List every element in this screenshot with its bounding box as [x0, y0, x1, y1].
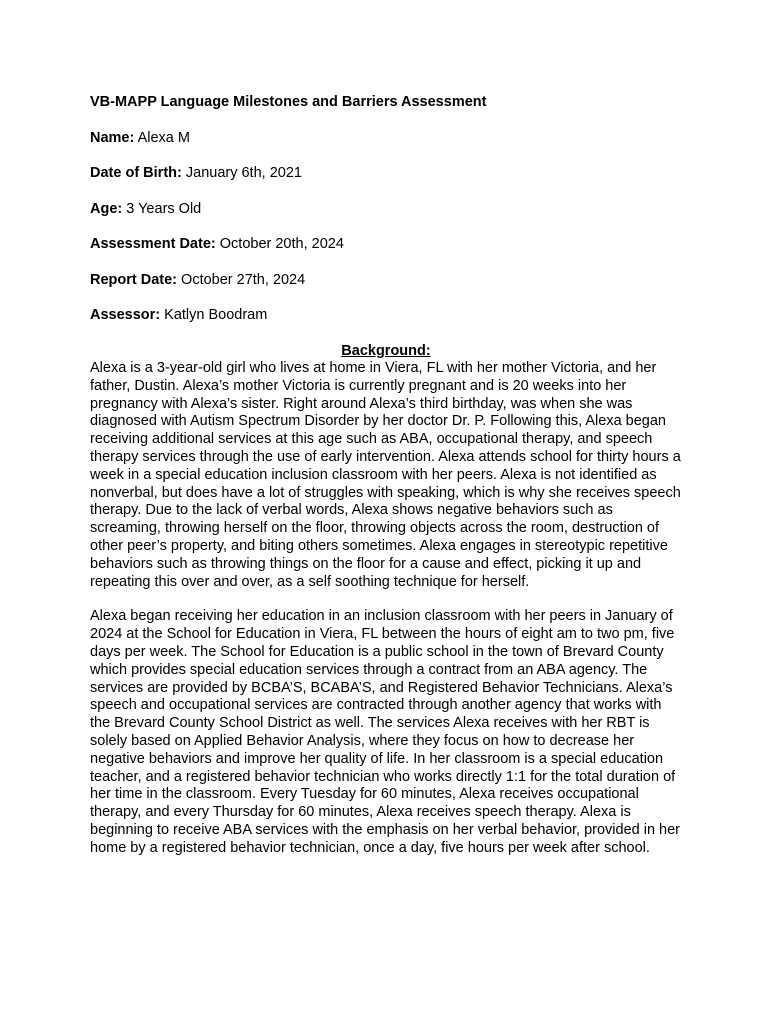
background-paragraph-1: Alexa is a 3-year-old girl who lives at home in Viera, FL with her mother Victoria, and her father, Dustin. Alexa’s mother Victoria is currently pregnant and is 20 weeks into her pregnancy with Alexa’s sister. Right around Alexa’s third birthday, was when she was diagnosed with Autism Spectrum Disorder by her doctor Dr. P. Following this, Alexa began receiving additional services at this age such as ABA, occupational therapy, and speech therapy services through the use of early intervention. Alexa attends school for thirty hours a week in a special education inclusion classroom with her peers. Alexa is not identified as nonverbal, but does have a lot of struggles with speaking, which is why she receives speech therapy. Due to the lack of verbal words, Alexa shows negative behaviors such as screaming, throwing herself on the floor, throwing objects across the room, destruction of other peer’s property, and biting others sometimes. Alexa engages in stereotypic repetitive behaviors such as throwing things on the floor for a cause and effect, picking it up and repeating this over and over, as a self soothing technique for herself. — [90, 360, 681, 590]
field-date-of-birth — [90, 164, 682, 183]
field-value: Katlyn Boodram — [164, 307, 268, 323]
background-heading: Background: — [341, 343, 431, 359]
field-label: Assessor: — [90, 307, 161, 323]
field-value: 3 Years Old — [126, 200, 202, 217]
field-name — [90, 129, 682, 148]
document-title: VB-MAPP Language Milestones and Barriers Assessment — [90, 94, 487, 110]
field-value: Alexa M — [137, 129, 190, 146]
field-assessment-date — [90, 235, 682, 254]
field-age — [90, 200, 682, 219]
background-paragraph-2: Alexa began receiving her education in an inclusion classroom with her peers in January of 2024 at the School for Education in Viera, FL between the hours of eight am to two pm, five days per week. The School for Education is a public school in the town of Brevard County which provides special education services through a contract from an ABA agency. The services are provided by BCBA’S, BCABA’S, and Registered Behavior Technicians. Alexa’s speech and occupational services are contracted through another agency that works with the Brevard County School District as well. The services Alexa receives with her RBT is solely based on Applied Behavior Analysis, where they focus on how to decrease her negative behaviors and improve her quality of life. In her classroom is a special education teacher, and a registered behavior technician who works directly 1:1 for the total duration of her time in the classroom. Every Tuesday for 60 minutes, Alexa receives occupational therapy, and every Thursday for 60 minutes, Alexa receives speech therapy. Alexa is beginning to receive ABA services with the emphasis on her verbal behavior, provided in her home by a registered behavior technician, once a day, five hours per week after school. — [90, 608, 681, 856]
field-value: January 6th, 2021 — [185, 165, 302, 181]
field-assessor — [90, 306, 682, 325]
field-label: Age: — [90, 200, 123, 217]
field-report-date — [90, 271, 682, 290]
field-label: Name: — [90, 129, 135, 146]
field-label: Report Date: — [90, 271, 178, 288]
field-value: October 27th, 2024 — [181, 271, 306, 288]
field-value: October 20th, 2024 — [219, 236, 344, 252]
field-label: Date of Birth: — [90, 165, 182, 181]
field-label: Assessment Date: — [90, 236, 216, 252]
document-page — [90, 93, 682, 858]
